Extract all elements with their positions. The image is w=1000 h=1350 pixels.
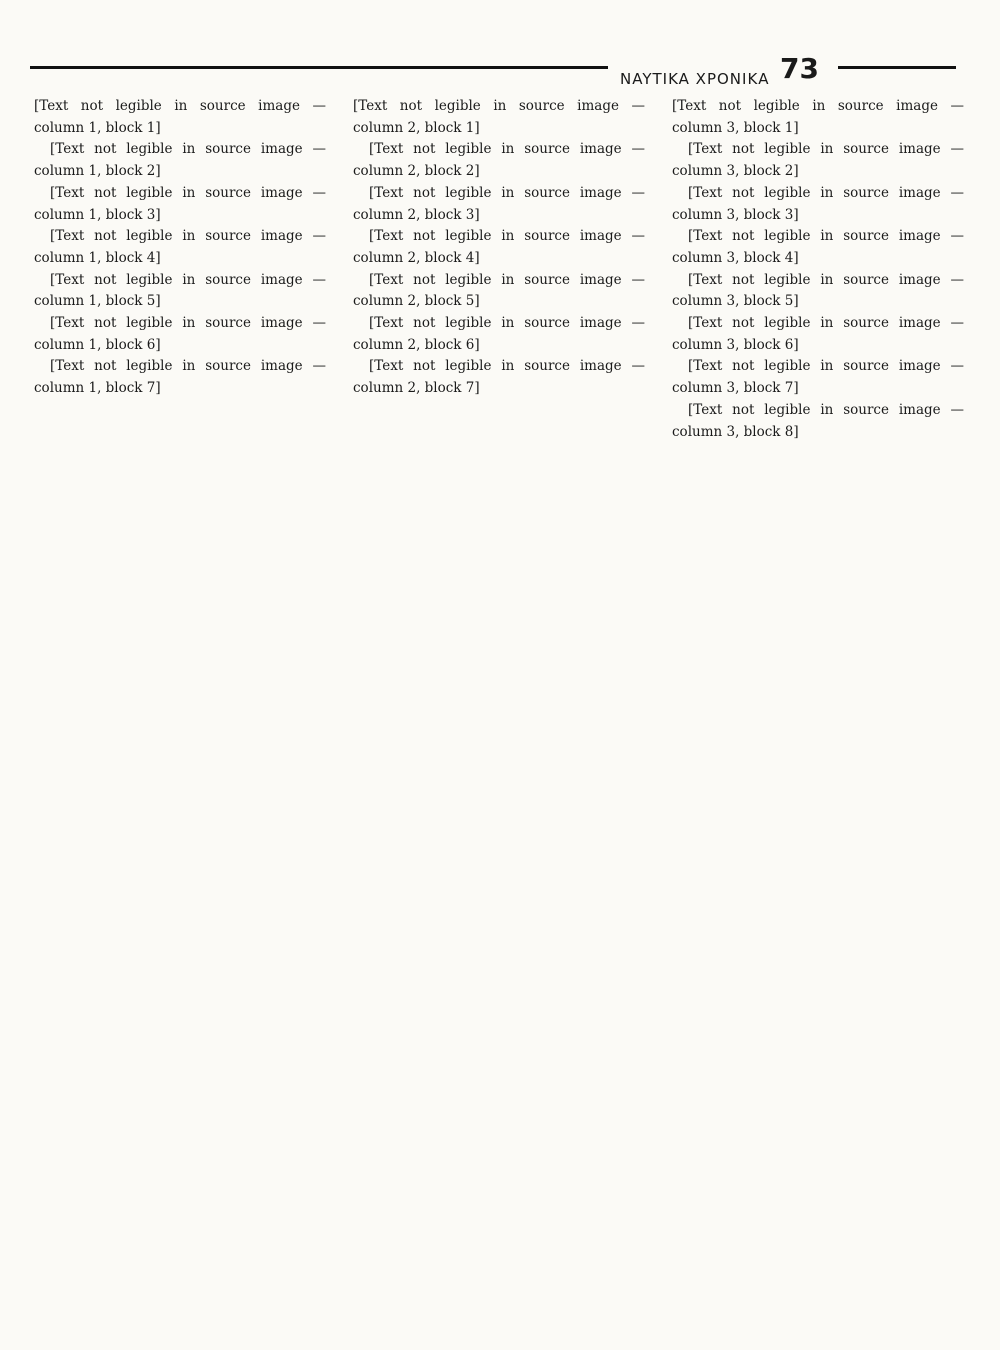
paragraph: [Text not legible in source image — column 1, block 2] xyxy=(34,141,326,180)
paragraph: [Text not legible in source image — column 3, block 5] xyxy=(672,271,964,310)
article-columns xyxy=(34,96,964,1276)
paragraph: [Text not legible in source image — column 2, block 3] xyxy=(353,184,645,223)
column-2 xyxy=(353,96,645,1276)
paragraph: [Text not legible in source image — column 3, block 7] xyxy=(672,358,964,397)
paragraph: [Text not legible in source image — column 3, block 1] xyxy=(672,98,964,136)
paragraph: [Text not legible in source image — column 1, block 4] xyxy=(34,228,326,266)
paragraph: [Text not legible in source image — column 3, block 3] xyxy=(672,184,964,223)
header-rule-right xyxy=(838,66,956,69)
paragraph: [Text not legible in source image — column 2, block 1] xyxy=(353,98,645,136)
paragraph: [Text not legible in source image — column 2, block 5] xyxy=(353,271,645,310)
section-title: NAYTIKA ΧΡΟΝΙΚΑ xyxy=(620,70,770,88)
paragraph: [Text not legible in source image — column 1, block 3] xyxy=(34,184,326,223)
paragraph: [Text not legible in source image — column 1, block 5] xyxy=(34,271,326,310)
paragraph: [Text not legible in source image — column 1, block 1] xyxy=(34,98,326,136)
paragraph: [Text not legible in source image — column 1, block 7] xyxy=(34,358,326,397)
paragraph: [Text not legible in source image — column 2, block 6] xyxy=(353,315,645,353)
paragraph: [Text not legible in source image — column 3, block 4] xyxy=(672,228,964,266)
paragraph: [Text not legible in source image — column 3, block 6] xyxy=(672,315,964,353)
column-3 xyxy=(672,96,964,1276)
paragraph: [Text not legible in source image — column 2, block 4] xyxy=(353,228,645,266)
paragraph: [Text not legible in source image — column 2, block 2] xyxy=(353,141,645,180)
paragraph: [Text not legible in source image — column 3, block 2] xyxy=(672,141,964,180)
paragraph: [Text not legible in source image — column 3, block 8] xyxy=(672,401,964,440)
paragraph: [Text not legible in source image — column 1, block 6] xyxy=(34,315,326,353)
column-1 xyxy=(34,96,326,1276)
page-number: 73 xyxy=(780,52,819,85)
paragraph: [Text not legible in source image — column 2, block 7] xyxy=(353,358,645,397)
header-rule xyxy=(30,66,608,69)
